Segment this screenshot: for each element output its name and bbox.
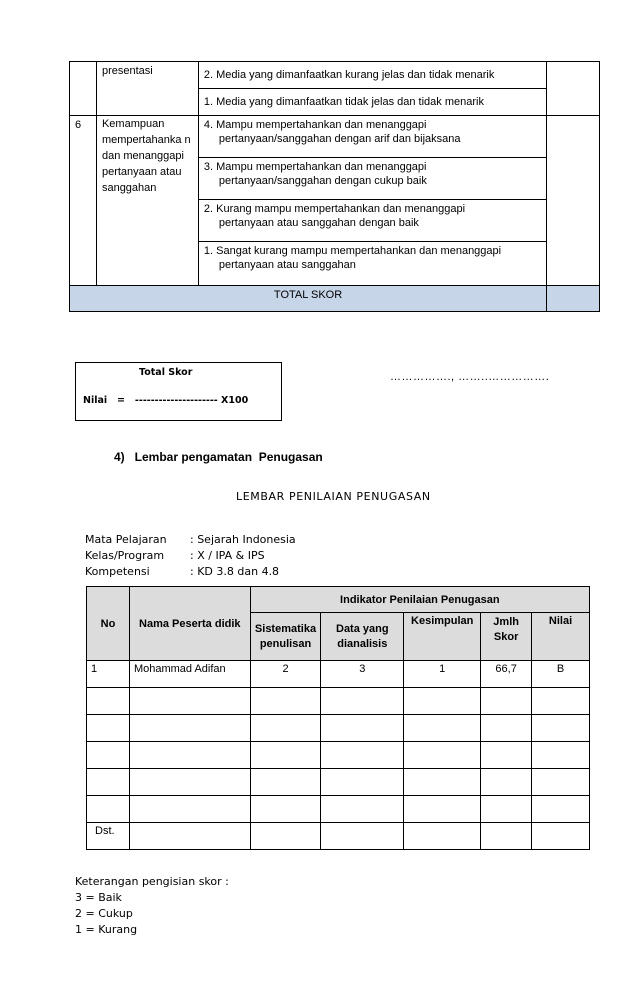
info-value: : Sejarah Indonesia xyxy=(190,533,296,546)
rubric-no-cell: 6 xyxy=(70,116,97,286)
rubric-level-line: 4. Mampu mempertahankan dan menanggapi xyxy=(203,119,427,131)
rubric-level-line: 1. Sangat kurang mampu mempertahankan dan menanggapi xyxy=(203,245,502,257)
info-value: : KD 3.8 dan 4.8 xyxy=(190,565,280,578)
score-note-item: 1 = Kurang xyxy=(75,923,138,936)
total-skor-label: Total Skor xyxy=(139,367,193,378)
col-header-data: Data yang dianalisis xyxy=(321,613,404,661)
rubric-level-cell: 2. Media yang dimanfaatkan kurang jelas dan tidak menarik xyxy=(198,62,546,89)
rubric-level-line: pertanyaan atau sanggahan xyxy=(218,259,356,271)
rubric-level-line: pertanyaan/sanggahan dengan cukup baik xyxy=(218,175,427,187)
rubric-level-line: pertanyaan atau sanggahan dengan baik xyxy=(218,217,419,229)
rubric-level-line: pertanyaan/sanggahan dengan arif dan bijaksana xyxy=(218,133,461,145)
col-header-nilai: Nilai xyxy=(532,613,590,661)
info-block xyxy=(85,532,296,580)
rubric-table xyxy=(69,61,600,312)
info-row xyxy=(85,532,296,548)
sheet-title: LEMBAR PENILAIAN PENUGASAN xyxy=(236,490,431,503)
col-header-kesimpulan: Kesimpulan xyxy=(404,613,481,661)
table-row xyxy=(87,688,590,715)
info-value: : X / IPA & IPS xyxy=(190,549,265,562)
rubric-level-cell xyxy=(198,242,546,286)
info-row xyxy=(85,564,296,580)
rubric-level-cell xyxy=(198,158,546,200)
table-row xyxy=(87,796,590,823)
col-header-no: No xyxy=(87,587,130,661)
rubric-level-cell xyxy=(198,200,546,242)
total-score-cell xyxy=(547,286,600,312)
score-note-item: 3 = Baik xyxy=(75,891,122,904)
col-header-jumlah: Jmlh Skor xyxy=(481,613,532,661)
rubric-no-cell xyxy=(70,62,97,116)
table-row xyxy=(87,769,590,796)
rubric-level-cell: 1. Media yang dimanfaatkan tidak jelas dan tidak menarik xyxy=(198,89,546,116)
table-row xyxy=(87,742,590,769)
score-note-item: 2 = Cukup xyxy=(75,907,133,920)
table-row xyxy=(87,661,590,688)
section-heading: 4) Lembar pengamatan Penugasan xyxy=(114,450,323,464)
score-formula-box xyxy=(75,362,282,421)
col-header-sistematika: Sistematika penulisan xyxy=(250,613,321,661)
table-row xyxy=(87,715,590,742)
info-label: Kelas/Program xyxy=(85,549,165,562)
cell-jumlah: 66,7 xyxy=(481,661,532,688)
score-notes-title: Keterangan pengisian skor : xyxy=(75,875,229,888)
cell-nilai: B xyxy=(532,661,590,688)
info-label: Kompetensi xyxy=(85,565,150,578)
cell-dst: Dst. xyxy=(87,823,130,850)
nilai-formula: Nilai = --------------------- X100 xyxy=(83,395,249,406)
rubric-score-cell xyxy=(547,62,600,116)
assessment-table xyxy=(86,586,590,850)
score-notes xyxy=(75,874,229,938)
rubric-criterion-cell: presentasi xyxy=(96,62,198,116)
rubric-level-line: 2. Kurang mampu mempertahankan dan menanggapi xyxy=(203,203,466,215)
total-score-label: TOTAL SKOR xyxy=(70,286,547,312)
rubric-criterion-cell: Kemampuan mempertahanka n dan menanggapi pertanyaan atau sanggahan xyxy=(96,116,198,286)
table-row xyxy=(87,823,590,850)
rubric-level-cell xyxy=(198,116,546,158)
cell-kesimpulan: 1 xyxy=(404,661,481,688)
cell-sistematika: 2 xyxy=(250,661,321,688)
cell-name: Mohammad Adifan xyxy=(129,661,250,688)
info-row xyxy=(85,548,296,564)
rubric-level-line: 3. Mampu mempertahankan dan menanggapi xyxy=(203,161,427,173)
col-header-name: Nama Peserta didik xyxy=(129,587,250,661)
cell-data: 3 xyxy=(321,661,404,688)
place-date-line: ……………., ……..……………. xyxy=(390,371,550,383)
indicator-group-header: Indikator Penilaian Penugasan xyxy=(250,587,589,613)
rubric-score-cell xyxy=(547,116,600,286)
cell-no: 1 xyxy=(87,661,130,688)
info-label: Mata Pelajaran xyxy=(85,533,167,546)
